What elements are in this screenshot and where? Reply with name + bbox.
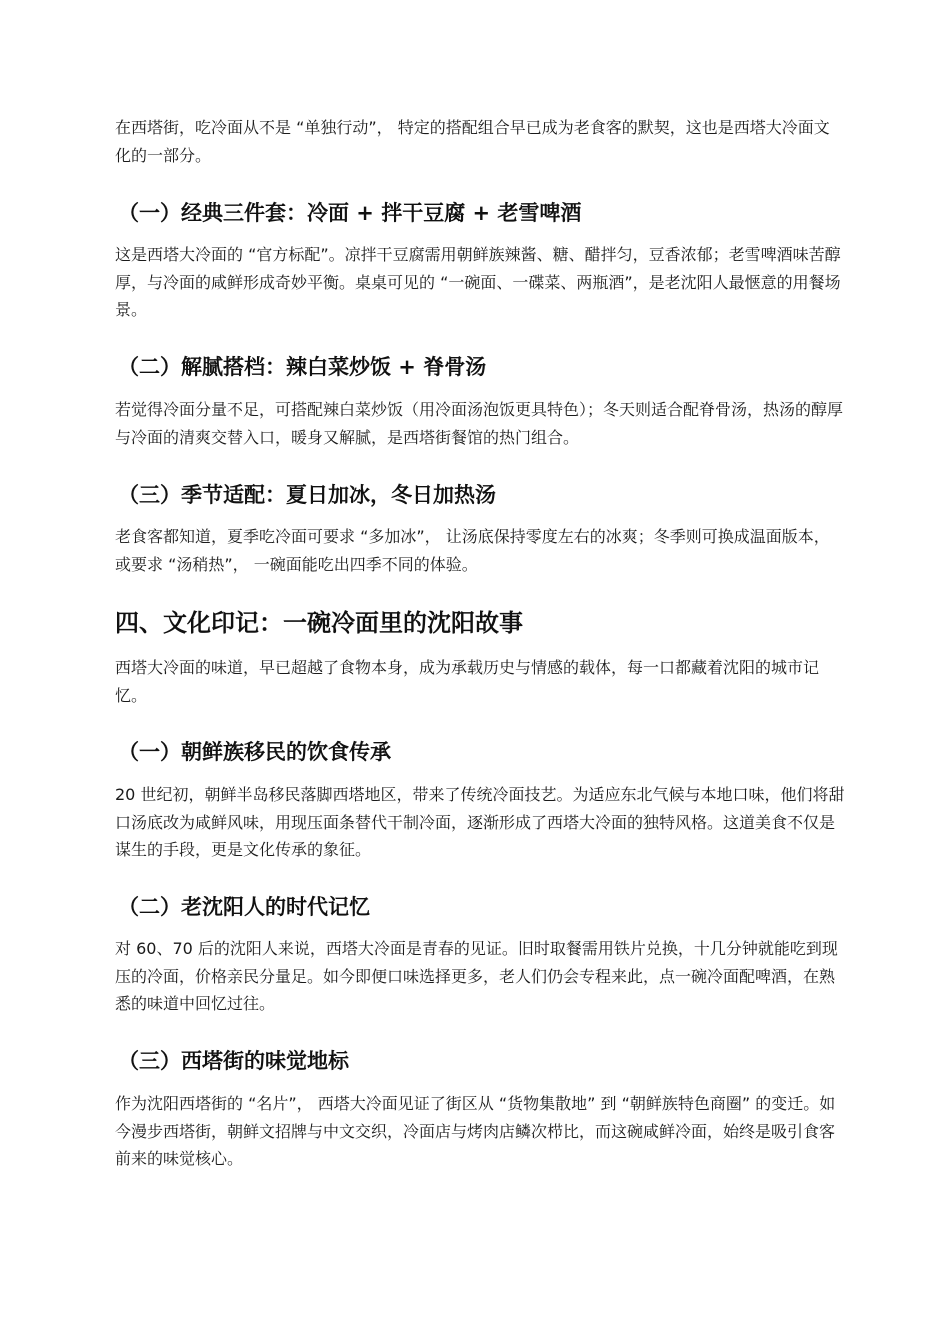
section-heading-seasonal: （三）季节适配：夏日加冰，冬日加热汤 (118, 483, 496, 507)
chapter-heading-culture: 四、文化印记：一碗冷面里的沈阳故事 (115, 609, 523, 637)
intro-paragraph: 在西塔街，吃冷面从不是 “单独行动”， 特定的搭配组合早已成为老食客的默契，这也是西塔大冷面文化的一部分。 (115, 118, 830, 165)
memory-paragraph: 对 60、70 后的沈阳人来说，西塔大冷面是青春的见证。旧时取餐需用铁片兑换，十几分钟就能吃到现压的冷面，价格亲民分量足。如今即便口味选择更多，老人们仍会专程来此，点一碗冷面配啤酒，在熟悉的味道中回忆过往。 (115, 939, 838, 1013)
section-heading-classic-set: （一）经典三件套：冷面 + 拌干豆腐 + 老雪啤酒 (118, 201, 582, 225)
section-heading-landmark: （三）西塔街的味觉地标 (118, 1049, 349, 1073)
greasy-partner-paragraph: 若觉得冷面分量不足，可搭配辣白菜炒饭（用冷面汤泡饭更具特色）；冬天则适合配脊骨汤，热汤的醇厚与冷面的清爽交替入口，暖身又解腻，是西塔街餐馆的热门组合。 (115, 400, 844, 447)
immigrant-paragraph: 20 世纪初，朝鲜半岛移民落脚西塔地区，带来了传统冷面技艺。为适应东北气候与本地口味，他们将甜口汤底改为咸鲜风味，用现压面条替代干制冷面，逐渐形成了西塔大冷面的独特风格。这道美食不仅是谋生的手段，更是文化传承的象征。 (115, 785, 845, 859)
landmark-paragraph: 作为沈阳西塔街的 “名片”， 西塔大冷面见证了街区从 “货物集散地” 到 “朝鲜族特色商圈” 的变迁。如今漫步西塔街，朝鲜文招牌与中文交织，冷面店与烤肉店鳞次栉比，而这碗咸鲜冷面，始终是吸引食客前来的味觉核心。 (115, 1094, 836, 1168)
section-heading-immigrant: （一）朝鲜族移民的饮食传承 (118, 740, 391, 764)
section-heading-memory: （二）老沈阳人的时代记忆 (118, 895, 370, 919)
classic-set-paragraph: 这是西塔大冷面的 “官方标配”。凉拌干豆腐需用朝鲜族辣酱、糖、醋拌匀，豆香浓郁；老雪啤酒味苦醇厚，与冷面的咸鲜形成奇妙平衡。桌桌可见的 “一碗面、一碟菜、两瓶酒”，是老沈阳人最惬意的用餐场景。 (115, 245, 841, 319)
seasonal-paragraph: 老食客都知道，夏季吃冷面可要求 “多加冰”， 让汤底保持零度左右的冰爽；冬季则可换成温面版本，或要求 “汤稍热”， 一碗面能吃出四季不同的体验。 (115, 527, 830, 574)
culture-intro-paragraph: 西塔大冷面的味道，早已超越了食物本身，成为承载历史与情感的载体，每一口都藏着沈阳的城市记忆。 (115, 658, 820, 705)
section-heading-greasy-partner: （二）解腻搭档：辣白菜炒饭 + 脊骨汤 (118, 355, 487, 379)
